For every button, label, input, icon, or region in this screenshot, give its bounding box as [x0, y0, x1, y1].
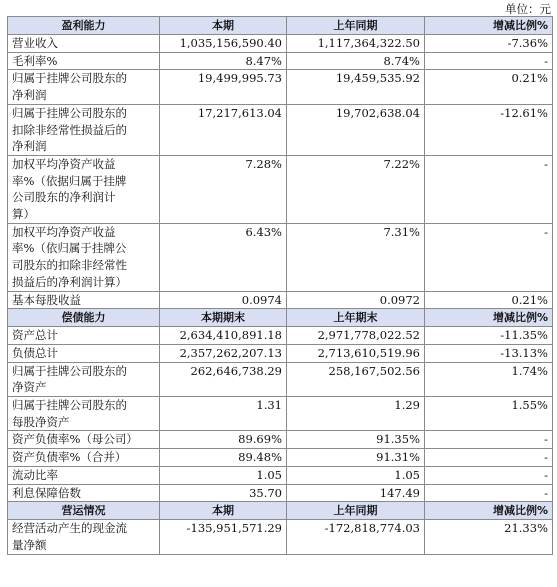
row-label-line: 量净额 [12, 537, 47, 552]
row-label [8, 484, 160, 502]
current-value: 8.47% [160, 52, 287, 70]
table-row [8, 327, 553, 345]
current-value: 19,499,995.73 [160, 70, 287, 104]
prior-value: 7.22% [287, 155, 425, 223]
section-header-row [8, 309, 553, 327]
row-label-line: 经营活动产生的现金流 [12, 521, 127, 536]
prior-value: 19,702,638.04 [287, 104, 425, 155]
row-label-line: 加权平均净资产收益 [12, 224, 116, 239]
row-label [8, 449, 160, 467]
prior-value: 7.31% [287, 223, 425, 291]
row-label [8, 431, 160, 449]
prior-value: 91.31% [287, 449, 425, 467]
change-header: 增减比例% [425, 17, 553, 35]
row-label-line: 营业收入 [12, 36, 58, 50]
row-label-line: 净资产 [12, 380, 47, 395]
current-value: 1,035,156,590.40 [160, 35, 287, 53]
change-value: -13.13% [425, 344, 553, 362]
current-value: 17,217,613.04 [160, 104, 287, 155]
section-header-row [8, 502, 553, 520]
row-label [8, 466, 160, 484]
row-label-line: 净利润 [12, 88, 47, 103]
table-row [8, 155, 553, 223]
change-value: 0.21% [425, 291, 553, 309]
change-value: - [425, 484, 553, 502]
change-value: - [425, 223, 553, 291]
change-value: 0.21% [425, 70, 553, 104]
current-value: 7.28% [160, 155, 287, 223]
row-label-line: 净利润 [12, 139, 47, 154]
row-label [8, 344, 160, 362]
row-label-line: 资产负债率%（母公司） [12, 432, 138, 447]
table-row [8, 449, 553, 467]
prior-value: 91.35% [287, 431, 425, 449]
current-value: 89.48% [160, 449, 287, 467]
table-row [8, 35, 553, 53]
change-header: 增减比例% [425, 309, 553, 327]
change-value: 21.33% [425, 520, 553, 554]
current-period-header: 本期 [160, 502, 287, 520]
table-row [8, 344, 553, 362]
current-value: 0.0974 [160, 291, 287, 309]
table-row [8, 466, 553, 484]
section-header-row [8, 17, 553, 35]
row-label [8, 70, 160, 104]
change-value: -11.35% [425, 327, 553, 345]
table-row [8, 520, 553, 554]
row-label-line: 归属于挂牌公司股东的 [12, 105, 127, 120]
financial-indicators-table [7, 16, 553, 555]
section-title: 营运情况 [8, 502, 160, 520]
prior-value: -172,818,774.03 [287, 520, 425, 554]
row-label-line: 加权平均净资产收益 [12, 156, 116, 171]
row-label-line: 公司股东的净利润计 [12, 190, 116, 205]
current-period-header: 本期期末 [160, 309, 287, 327]
row-label-line: 基本每股收益 [12, 292, 81, 307]
prior-value: 19,459,535.92 [287, 70, 425, 104]
table-row [8, 291, 553, 309]
change-value: - [425, 466, 553, 484]
current-value: 6.43% [160, 223, 287, 291]
row-label [8, 223, 160, 291]
row-label [8, 520, 160, 554]
prior-value: 1.05 [287, 466, 425, 484]
current-value: -135,951,571.29 [160, 520, 287, 554]
table-row [8, 431, 553, 449]
row-label-line: 归属于挂牌公司股东的 [12, 363, 127, 378]
prior-period-header: 上年同期 [287, 17, 425, 35]
row-label-line: 损益后的净利润计算） [12, 274, 127, 289]
change-value: -12.61% [425, 104, 553, 155]
table-row [8, 70, 553, 104]
section-title: 偿债能力 [8, 309, 160, 327]
current-period-header: 本期 [160, 17, 287, 35]
current-value: 2,357,262,207.13 [160, 344, 287, 362]
change-value: -7.36% [425, 35, 553, 53]
row-label-line: 归属于挂牌公司股东的 [12, 398, 127, 413]
row-label-line: 资产负债率%（合并） [12, 450, 127, 465]
row-label-line: 资产总计 [12, 328, 58, 343]
current-value: 2,634,410,891.18 [160, 327, 287, 345]
row-label-line: 算） [12, 207, 35, 222]
change-value: - [425, 52, 553, 70]
table-row [8, 484, 553, 502]
row-label-line: 归属于挂牌公司股东的 [12, 71, 127, 86]
row-label [8, 291, 160, 309]
change-value: 1.55% [425, 397, 553, 431]
row-label-line: 率%（依据归属于挂牌 [12, 173, 127, 188]
table-row [8, 52, 553, 70]
prior-value: 0.0972 [287, 291, 425, 309]
row-label [8, 362, 160, 396]
unit-label: 单位：元 [505, 2, 551, 16]
row-label [8, 155, 160, 223]
change-value: - [425, 155, 553, 223]
change-value: 1.74% [425, 362, 553, 396]
row-label-line: 毛利率% [12, 53, 58, 68]
current-value: 1.05 [160, 466, 287, 484]
row-label-line: 每股净资产 [12, 414, 70, 429]
prior-period-header: 上年期末 [287, 309, 425, 327]
table-row [8, 362, 553, 396]
prior-value: 2,971,778,022.52 [287, 327, 425, 345]
row-label [8, 327, 160, 345]
row-label-line: 率%（依归属于挂牌公 [12, 241, 127, 256]
row-label-line: 流动比率 [12, 467, 58, 482]
row-label [8, 104, 160, 155]
current-value: 262,646,738.29 [160, 362, 287, 396]
prior-value: 8.74% [287, 52, 425, 70]
prior-value: 258,167,502.56 [287, 362, 425, 396]
section-title: 盈利能力 [8, 17, 160, 35]
current-value: 1.31 [160, 397, 287, 431]
row-label-line: 扣除非经常性损益后的 [12, 122, 127, 137]
change-value: - [425, 449, 553, 467]
prior-value: 147.49 [287, 484, 425, 502]
prior-value: 1,117,364,322.50 [287, 35, 425, 53]
row-label [8, 397, 160, 431]
row-label-line: 利息保障倍数 [12, 485, 81, 500]
table-row [8, 397, 553, 431]
current-value: 89.69% [160, 431, 287, 449]
change-value: - [425, 431, 553, 449]
row-label [8, 35, 160, 53]
prior-period-header: 上年同期 [287, 502, 425, 520]
current-value: 35.70 [160, 484, 287, 502]
row-label [8, 52, 160, 70]
prior-value: 2,713,610,519.96 [287, 344, 425, 362]
change-header: 增减比例% [425, 502, 553, 520]
table-row [8, 223, 553, 291]
table-row [8, 104, 553, 155]
prior-value: 1.29 [287, 397, 425, 431]
row-label-line: 负债总计 [12, 345, 58, 360]
row-label-line: 司股东的扣除非经常性 [12, 258, 127, 273]
